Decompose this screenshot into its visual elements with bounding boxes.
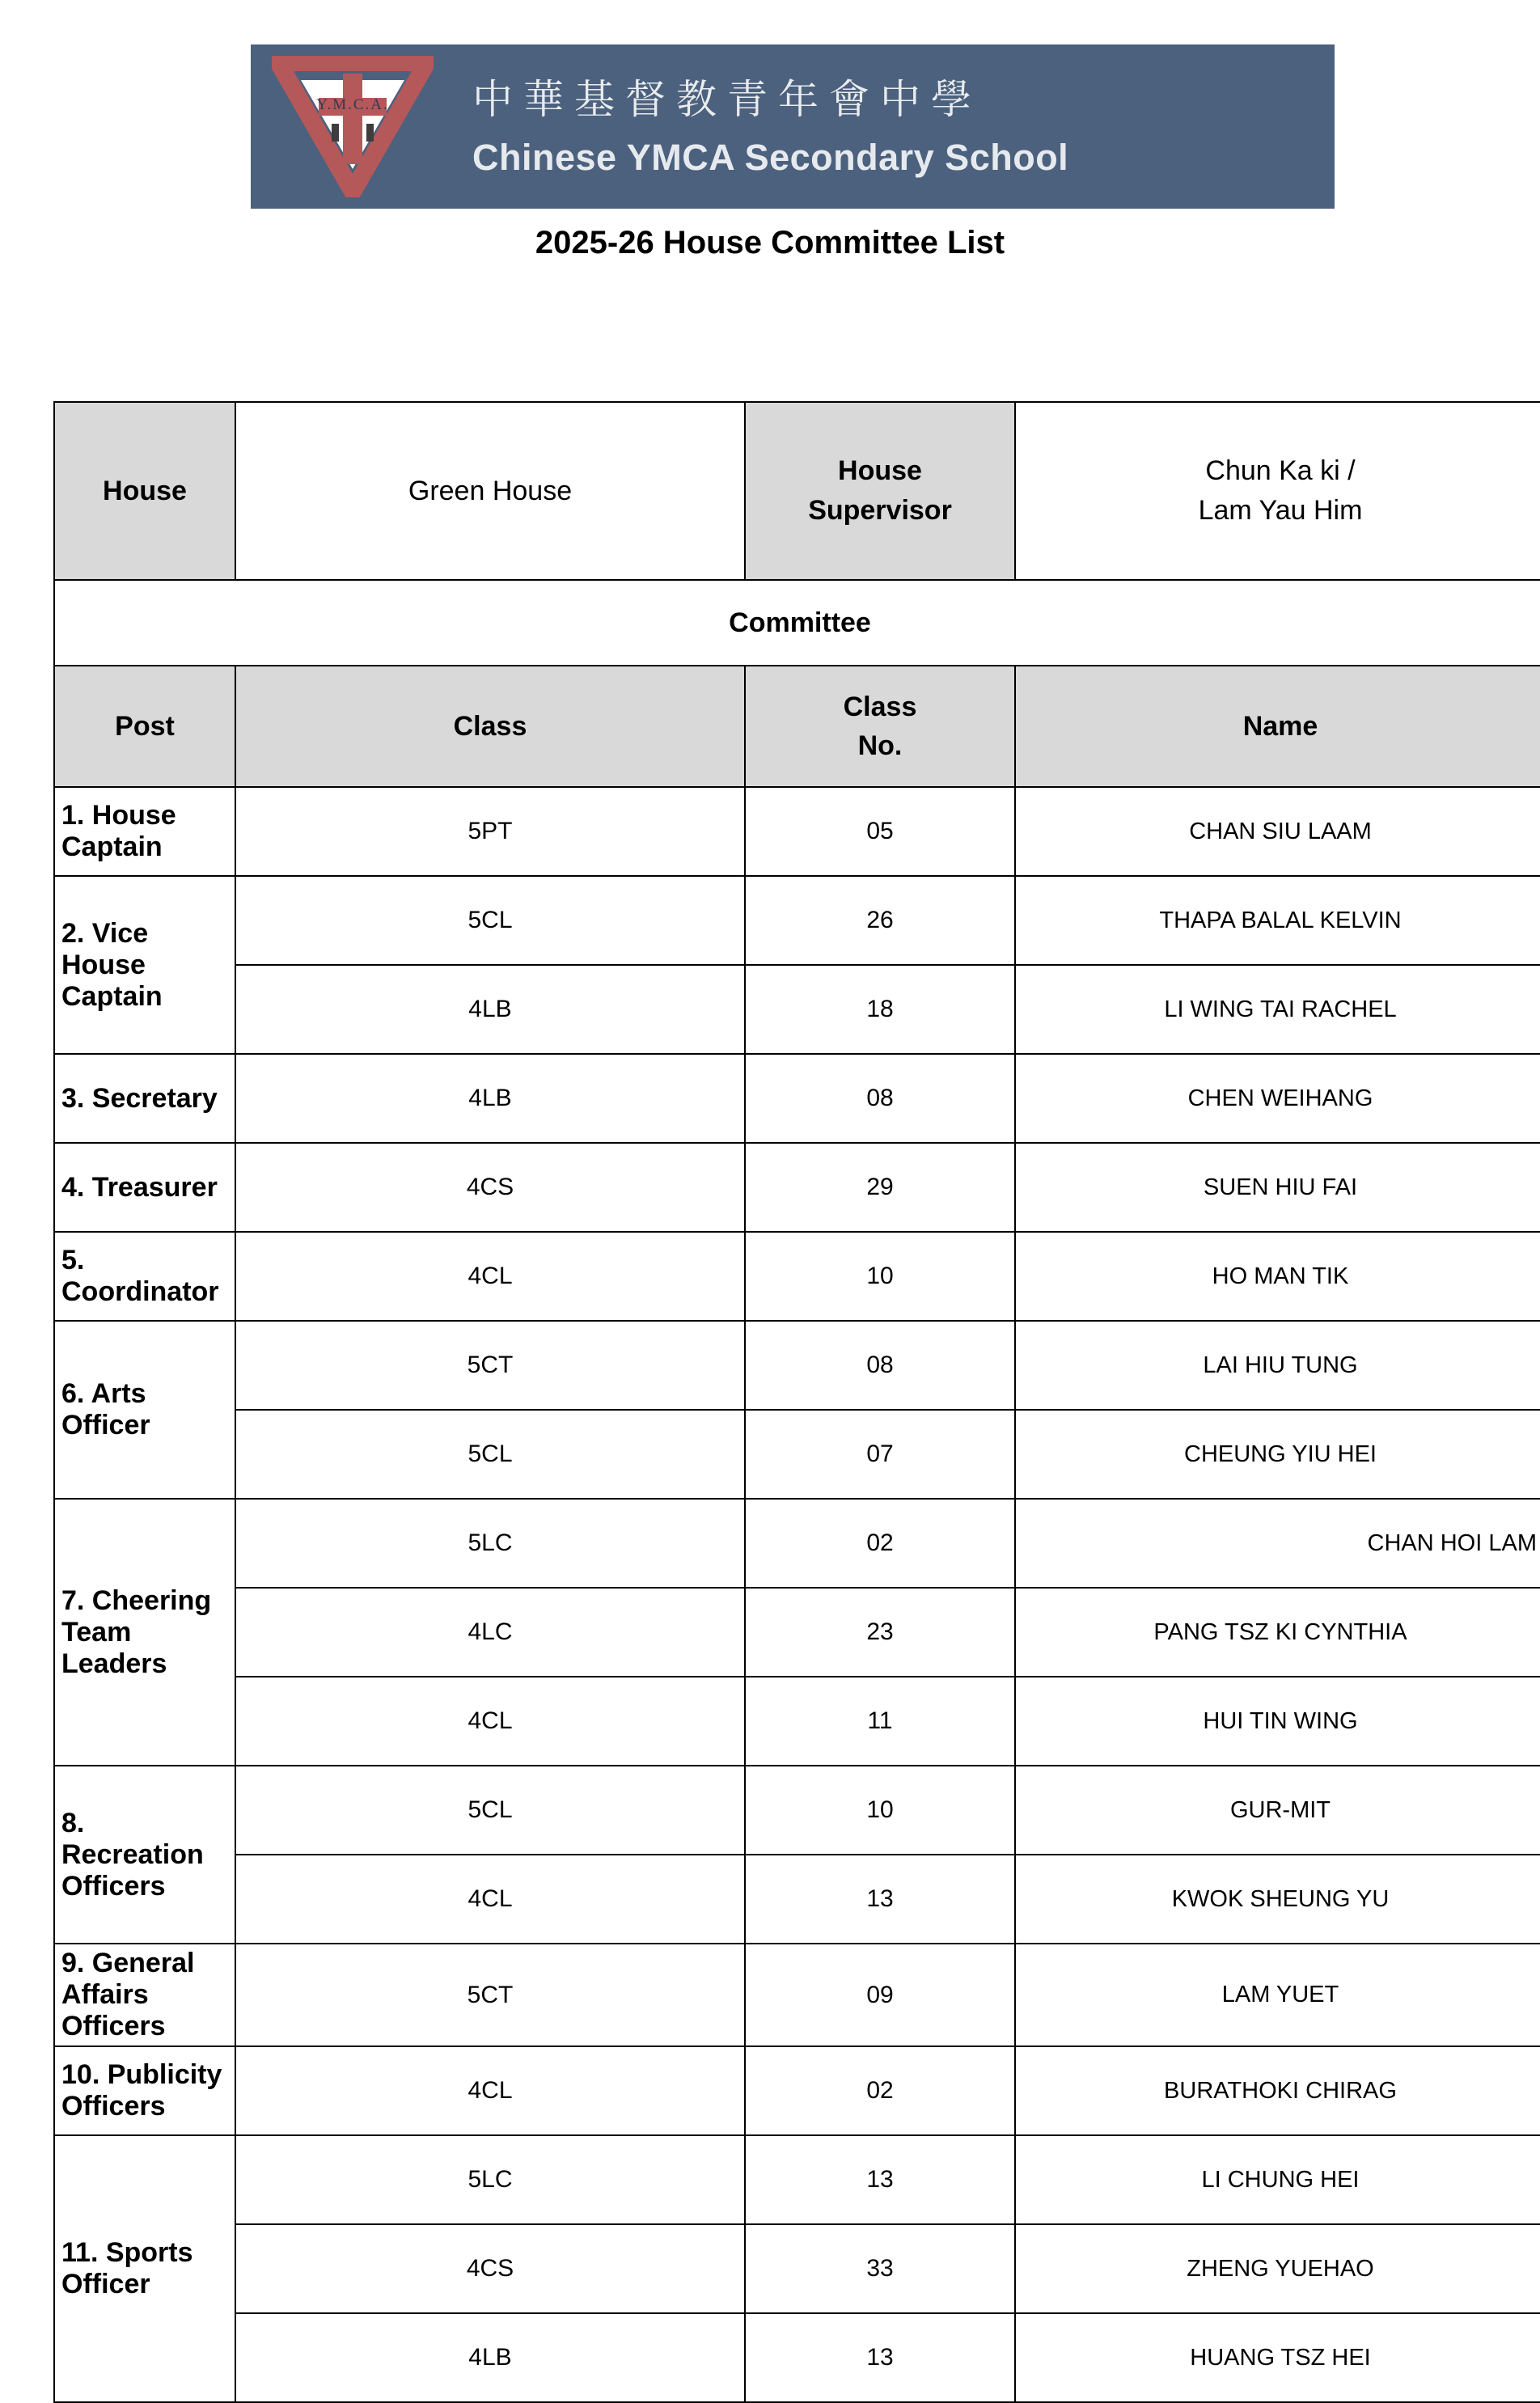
class-no-cell: 33 — [745, 2224, 1015, 2313]
table-row — [54, 2046, 1540, 2135]
class-cell: 5LC — [235, 1499, 745, 1588]
ymca-triangle-cross-logo — [272, 56, 434, 197]
table-body — [54, 402, 1540, 2402]
post-cell: 3. Secretary — [54, 1054, 235, 1143]
class-cell: 4LC — [235, 1588, 745, 1677]
class-no-cell: 26 — [745, 876, 1015, 965]
supervisor-label-line1: House — [838, 455, 922, 486]
class-no-cell: 07 — [745, 1410, 1015, 1499]
post-cell: 11. Sports Officer — [54, 2135, 235, 2402]
name-cell: LAM YUET — [1015, 1944, 1540, 2046]
name-cell: PANG TSZ KI CYNTHIA — [1015, 1588, 1540, 1677]
name-cell: LI CHUNG HEI — [1015, 2135, 1540, 2224]
committee-heading-cell: Committee — [54, 580, 1540, 666]
supervisor-name-line1: Chun Ka ki / — [1205, 455, 1356, 486]
table-row — [54, 1499, 1540, 1588]
house-supervisor-value-cell — [1015, 402, 1540, 580]
table-row — [54, 1944, 1540, 2046]
class-no-cell: 08 — [745, 1321, 1015, 1410]
post-cell: 5. Coordinator — [54, 1232, 235, 1321]
table-row — [54, 1855, 1540, 1944]
post-cell: 7. Cheering Team Leaders — [54, 1499, 235, 1766]
class-no-cell: 23 — [745, 1588, 1015, 1677]
name-cell: LI WING TAI RACHEL — [1015, 965, 1540, 1054]
class-cell: 4CL — [235, 1855, 745, 1944]
name-cell: HUI TIN WING — [1015, 1677, 1540, 1766]
post-cell: 2. Vice House Captain — [54, 876, 235, 1054]
post-cell: 4. Treasurer — [54, 1143, 235, 1232]
name-cell: GUR-MIT — [1015, 1766, 1540, 1855]
table-row — [54, 1232, 1540, 1321]
column-header-row — [54, 666, 1540, 787]
class-no-cell: 08 — [745, 1054, 1015, 1143]
name-cell: BURATHOKI CHIRAG — [1015, 2046, 1540, 2135]
table-row — [54, 1143, 1540, 1232]
class-no-cell: 05 — [745, 787, 1015, 876]
class-no-cell: 18 — [745, 965, 1015, 1054]
name-cell: CHAN SIU LAAM — [1015, 787, 1540, 876]
supervisor-label-line2: Supervisor — [808, 495, 952, 526]
class-no-cell: 10 — [745, 1232, 1015, 1321]
class-cell: 5CL — [235, 876, 745, 965]
post-cell: 1. House Captain — [54, 787, 235, 876]
table-row — [54, 2313, 1540, 2402]
name-cell: KWOK SHEUNG YU — [1015, 1855, 1540, 1944]
class-cell: 5LC — [235, 2135, 745, 2224]
class-no-cell: 13 — [745, 2313, 1015, 2402]
post-cell: 6. Arts Officer — [54, 1321, 235, 1499]
house-label-cell: House — [54, 402, 235, 580]
name-cell: CHAN HOI LAM — [1015, 1499, 1540, 1588]
class-cell: 4CL — [235, 1677, 745, 1766]
name-cell: CHEUNG YIU HEI — [1015, 1410, 1540, 1499]
class-cell: 4LB — [235, 965, 745, 1054]
column-header-name: Name — [1015, 666, 1540, 787]
table-row — [54, 2224, 1540, 2313]
table-row — [54, 1410, 1540, 1499]
table-row — [54, 876, 1540, 965]
post-cell: 8. Recreation Officers — [54, 1766, 235, 1944]
table-row — [54, 787, 1540, 876]
post-cell: 10. Publicity Officers — [54, 2046, 235, 2135]
table-row — [54, 965, 1540, 1054]
class-no-cell: 10 — [745, 1766, 1015, 1855]
supervisor-name-line2: Lam Yau Him — [1198, 495, 1363, 526]
name-cell: SUEN HIU FAI — [1015, 1143, 1540, 1232]
page-title: 2025-26 House Committee List — [535, 225, 1005, 260]
class-no-cell: 29 — [745, 1143, 1015, 1232]
class-no-cell: 13 — [745, 1855, 1015, 1944]
school-name-block — [472, 74, 1068, 179]
class-cell: 5CL — [235, 1410, 745, 1499]
class-no-cell: 13 — [745, 2135, 1015, 2224]
name-cell: THAPA BALAL KELVIN — [1015, 876, 1540, 965]
class-cell: 4CL — [235, 1232, 745, 1321]
house-info-row — [54, 402, 1540, 580]
table-row — [54, 2135, 1540, 2224]
class-cell: 4LB — [235, 2313, 745, 2402]
committee-heading-row — [54, 580, 1540, 666]
name-cell: LAI HIU TUNG — [1015, 1321, 1540, 1410]
class-cell: 5CT — [235, 1944, 745, 2046]
class-cell: 4CL — [235, 2046, 745, 2135]
class-cell: 5CT — [235, 1321, 745, 1410]
class-cell: 4CS — [235, 1143, 745, 1232]
name-cell: CHEN WEIHANG — [1015, 1054, 1540, 1143]
table-row — [54, 1588, 1540, 1677]
table-row — [54, 1321, 1540, 1410]
name-cell: HUANG TSZ HEI — [1015, 2313, 1540, 2402]
column-header-class-no — [745, 666, 1015, 787]
house-value-cell: Green House — [235, 402, 745, 580]
class-no-line2: No. — [857, 730, 903, 761]
table-row — [54, 1054, 1540, 1143]
name-cell: HO MAN TIK — [1015, 1232, 1540, 1321]
column-header-class: Class — [235, 666, 745, 787]
house-supervisor-label-cell — [745, 402, 1015, 580]
class-cell: 5CL — [235, 1766, 745, 1855]
svg-text:Y.M.C.A.: Y.M.C.A. — [316, 96, 389, 113]
table-row — [54, 1766, 1540, 1855]
class-no-cell: 09 — [745, 1944, 1015, 2046]
class-cell: 5PT — [235, 787, 745, 876]
school-name-english: Chinese YMCA Secondary School — [472, 136, 1069, 178]
class-no-cell: 02 — [745, 1499, 1015, 1588]
class-no-cell: 02 — [745, 2046, 1015, 2135]
class-cell: 4CS — [235, 2224, 745, 2313]
table-row — [54, 1677, 1540, 1766]
school-name-chinese: 中華基督教青年會中學 — [472, 76, 982, 124]
class-no-line1: Class — [843, 691, 917, 722]
class-no-cell: 11 — [745, 1677, 1015, 1766]
name-cell: ZHENG YUEHAO — [1015, 2224, 1540, 2313]
class-cell: 4LB — [235, 1054, 745, 1143]
column-header-post: Post — [54, 666, 235, 787]
post-cell: 9. General Affairs Officers — [54, 1944, 235, 2046]
school-header-banner — [251, 44, 1335, 209]
house-committee-table — [53, 401, 1540, 2403]
